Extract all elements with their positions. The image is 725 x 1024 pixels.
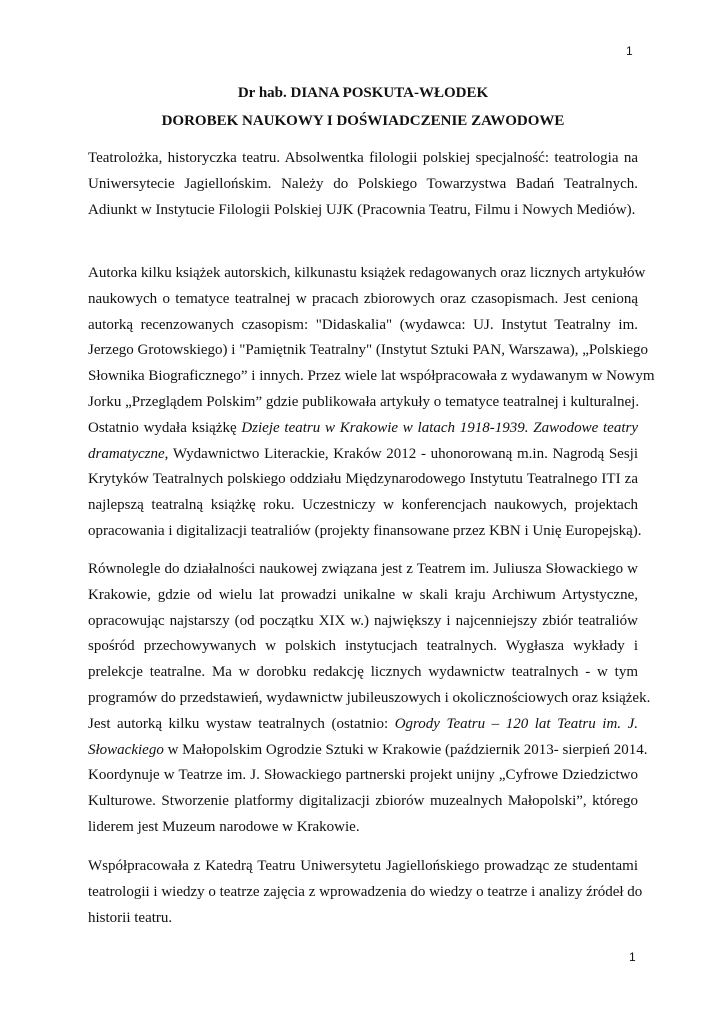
text-line: Równolegle do działalności naukowej związana jest z Teatrem im. Juliusza Słowackiego w — [88, 561, 638, 577]
text-line: Adiunkt w Instytucie Filologii Polskiej UJK (Pracownia Teatru, Filmu i Nowych Mediów). — [88, 201, 636, 218]
paragraph-intro — [88, 146, 638, 223]
page-number-top: 1 — [626, 44, 633, 58]
text-line — [88, 442, 638, 468]
text-segment: w Małopolskim Ogrodzie Sztuki w Krakowie (październik 2013- sierpień 2014. — [163, 741, 648, 758]
text-line: Autorka kilku książek autorskich, kilkunastu książek redagowanych oraz licznych artykułów — [88, 265, 646, 281]
text-line: naukowych o tematyce teatralnej w pracach zbiorowych oraz czasopismach. Jest cenioną — [88, 290, 638, 307]
book-title-cont: dramatyczne — [88, 445, 165, 462]
text-line: Jerzego Grotowskiego) i "Pamiętnik Teatralny" (Instytut Sztuki PAN, Warszawa), „Polskiego — [88, 342, 649, 359]
text-line: liderem jest Muzeum narodowe w Krakowie. — [88, 818, 360, 835]
text-line: Współpracowała z Katedrą Teatru Uniwersytetu Jagiellońskiego prowadząc ze studentami — [88, 858, 638, 874]
text-line: najlepszą teatralną książkę roku. Uczestniczy w konferencjach naukowych, projektach — [88, 497, 638, 514]
text-line: teatrologii i wiedzy o teatrze zajęcia z wprowadzenia do wiedzy o teatrze i analizy źródeł do — [88, 883, 643, 900]
text-line: Krytyków Teatralnych polskiego oddziału Międzynarodowego Instytutu Teatralnego ITI za — [88, 471, 638, 488]
text-line — [88, 416, 638, 442]
text-line: Uniwersytecie Jagiellońskim. Należy do Polskiego Towarzystwa Badań Teatralnych. — [88, 175, 638, 192]
text-line: opracowania i digitalizacji teatraliów (projekty finansowane przez KBN i Unię Europejską). — [88, 522, 642, 539]
text-segment: Jest autorką kilku wystaw teatralnych (ostatnio: — [88, 715, 395, 732]
text-line: prelekcje teatralne. Ma w dorobku redakcję licznych wydawnictw teatralnych - w tym — [88, 664, 638, 681]
text-line: programów do przedstawień, wydawnictw jubileuszowych i okolicznościowych oraz książek. — [88, 689, 651, 706]
author-title: Dr hab. DIANA POSKUTA-WŁODEK — [237, 85, 489, 101]
text-segment: , Wydawnictwo Literackie, Kraków 2012 - uhonorowaną m.in. Nagrodą Sesji — [164, 445, 638, 462]
book-title: Dzieje teatru w Krakowie w latach 1918-1939. Zawodowe teatry — [241, 419, 638, 436]
text-line — [88, 712, 638, 738]
page-number-bottom: 1 — [629, 950, 636, 964]
text-line: autorką recenzowanych czasopism: "Didaskalia" (wydawca: UJ. Instytut Teatralny im. — [88, 316, 638, 333]
document-heading: DOROBEK NAUKOWY I DOŚWIADCZENIE ZAWODOWE — [161, 113, 565, 129]
exhibition-title: Ogrody Teatru – 120 lat Teatru im. J. — [394, 715, 638, 732]
paragraph-publications — [88, 261, 655, 545]
text-line: Koordynuje w Teatrze im. J. Słowackiego partnerski projekt unijny „Cyfrowe Dziedzictwo — [88, 767, 638, 784]
text-line: spośród przechowywanych w polskich instytucjach teatralnych. Wygłasza wykłady i — [88, 638, 638, 655]
paragraph-theatre-archive — [88, 557, 651, 841]
text-line: opracowując najstarszy (od początku XIX w.) największy i najcenniejszy zbiór teatraliów — [88, 612, 638, 629]
text-line: Teatrolożka, historyczka teatru. Absolwentka filologii polskiej specjalność: teatrologia na — [88, 150, 638, 166]
text-line: Krakowie, gdzie od wielu lat prowadzi unikalne w skali kraju Archiwum Artystyczne, — [88, 586, 638, 603]
text-line — [88, 738, 648, 764]
text-segment: Ostatnio wydała książkę — [88, 419, 242, 436]
exhibition-title-cont: Słowackiego — [88, 741, 164, 758]
paragraph-teaching — [88, 854, 643, 931]
text-line: Słownika Biograficznego” i innych. Przez wiele lat współpracowała z wydawanym w Nowym — [88, 368, 655, 385]
text-line: Jorku „Przeglądem Polskim” gdzie publikowała artykuły o tematyce teatralnej i kulturalnej. — [88, 393, 640, 410]
text-line: historii teatru. — [88, 909, 173, 926]
text-line: Kulturowe. Stworzenie platformy digitalizacji zbiorów muzealnych Małopolski”, którego — [88, 793, 638, 810]
